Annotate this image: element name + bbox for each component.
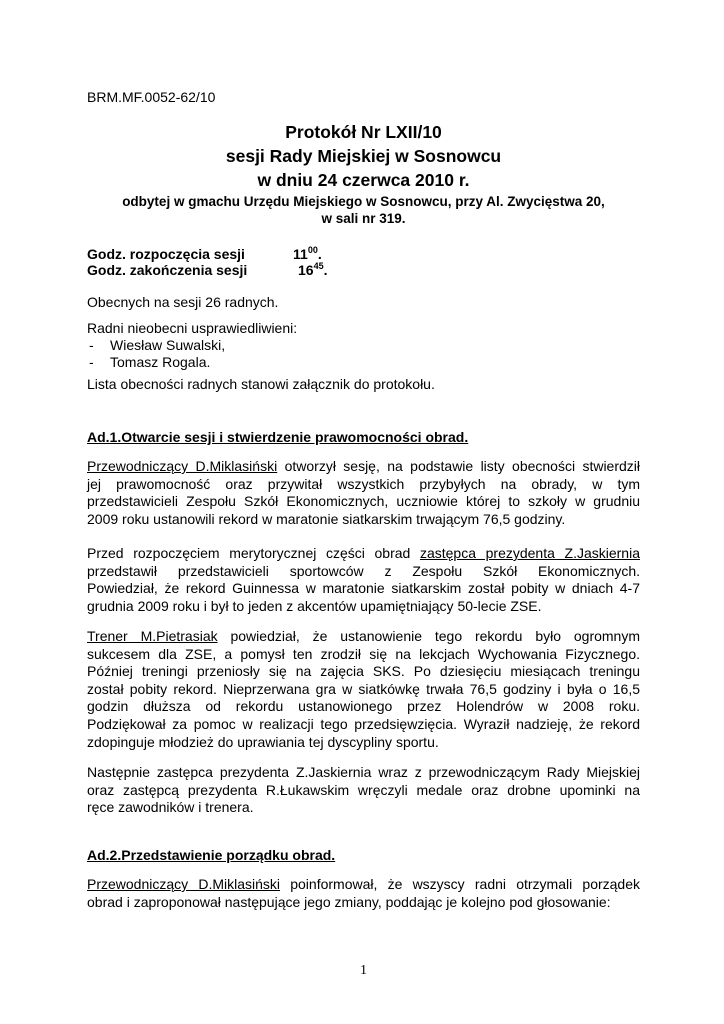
session-start-time: Godz. rozpoczęcia sesji $11^{00}$. [87,245,322,262]
speaker-name: Trener M.Pietrasiak [87,628,218,644]
session-end-time: Godz. zakończenia sesji $16^{45}$. [87,261,328,278]
section-heading-ad2: Ad.2.Przedstawienie porządku obrad. [87,847,336,863]
speaker-name: Przewodniczący D.Miklasiński [87,876,281,892]
title-date: w dniu 24 czerwca 2010 r. [257,170,470,190]
session-start-hour: 11 [293,246,308,262]
document-reference: BRM.MF.0052-62/10 [87,89,216,105]
title-protocol-number: Protokół Nr LXII/10 [285,122,442,142]
session-start-minutes: 00 [307,245,318,255]
session-end-hour: 16 [298,262,314,278]
paragraph-medals: Następnie zastępca prezydenta Z.Jaskiernia wraz z przewodniczącym Rady Miejskiej oraz zastępcą prezydenta R.Łukawskim wręczyli medale oraz drobne upominki na ręce zawodników i trenera. [87,764,640,816]
absent-list-item: - Wiesław Suwalski, [89,337,226,353]
speaker-name: Przewodniczący D.Miklasiński [87,458,278,474]
paragraph-vice-president: Przed rozpoczęciem merytorycznej części obrad zastępca prezydenta Z.Jaskiernia przedstawił przedstawicieli sportowców z Zespołu Szkół Ekonomicznych. Powiedział, że rekord Guinnessa w maratonie siatkarskim został pobity w dniach 4-7 grudnia 2009 roku i był to jeden z akcentów upamiętniający 50-lecie ZSE. [87,545,640,614]
title-room: w sali nr 319. [321,211,406,226]
session-end-label: Godz. zakończenia sesji [87,262,248,278]
paragraph-opening: Przewodniczący D.Miklasiński otworzył sesję, na podstawie listy obecności stwierdził jej prawomocność oraz przywitał wszystkich przybyłych na obrady, w tym przedstawicieli Zespołu Szkół Ekonomicznych, uczniowie której to szkoły w grudniu 2009 roku ustanowili rekord w maratonie siatkarskim trwającym 76,5 godziny. [87,458,641,527]
speaker-name: zastępca prezydenta Z.Jaskiernia [419,545,640,561]
absent-list-item: - Tomasz Rogala. [89,354,211,370]
title-location: odbytej w gmachu Urzędu Miejskiego w Sosnowcu, przy Al. Zwycięstwa 20, [122,194,605,209]
attendance-list-note: Lista obecności radnych stanowi załącznik do protokołu. [87,376,435,392]
attendance-present: Obecnych na sesji 26 radnych. [87,294,279,310]
session-end-minutes: 45 [313,261,324,271]
absent-label: Radni nieobecni usprawiedliwieni: [87,320,298,336]
session-start-label: Godz. rozpoczęcia sesji [87,246,245,262]
section-heading-ad1: Ad.1.Otwarcie sesji i stwierdzenie prawomocności obrad. [87,429,469,445]
paragraph-coach: Trener M.Pietrasiak powiedział, że ustanowienie tego rekordu było ogromnym sukcesem dla ZSE, a pomysł ten zrodził się na lekcjach Wychowania Fizycznego. Później treningi przeniosły się na zajęcia SKS. Po dziesięciu miesiącach treningu został pobity rekord. Nieprzerwana gra w siatkówkę trwała 76,5 godziny i była o 16,5 godzin dłuższa od rekordu ustanowionego przez Holendrów w 2008 roku. Podziękował za pomoc w realizacji tego przedsięwzięcia. Wyraził nadzieję, że rekord zdopinguje młodzież do uprawiania tej dyscypliny sportu. [87,628,641,750]
title-session: sesji Rady Miejskiej w Sosnowcu [225,146,502,166]
page-number: 1 [360,963,367,978]
paragraph-agenda: Przewodniczący D.Miklasiński poinformował, że wszyscy radni otrzymali porządek obrad i zaproponował następujące jego zmiany, poddając je kolejno pod głosowanie: [87,876,641,910]
